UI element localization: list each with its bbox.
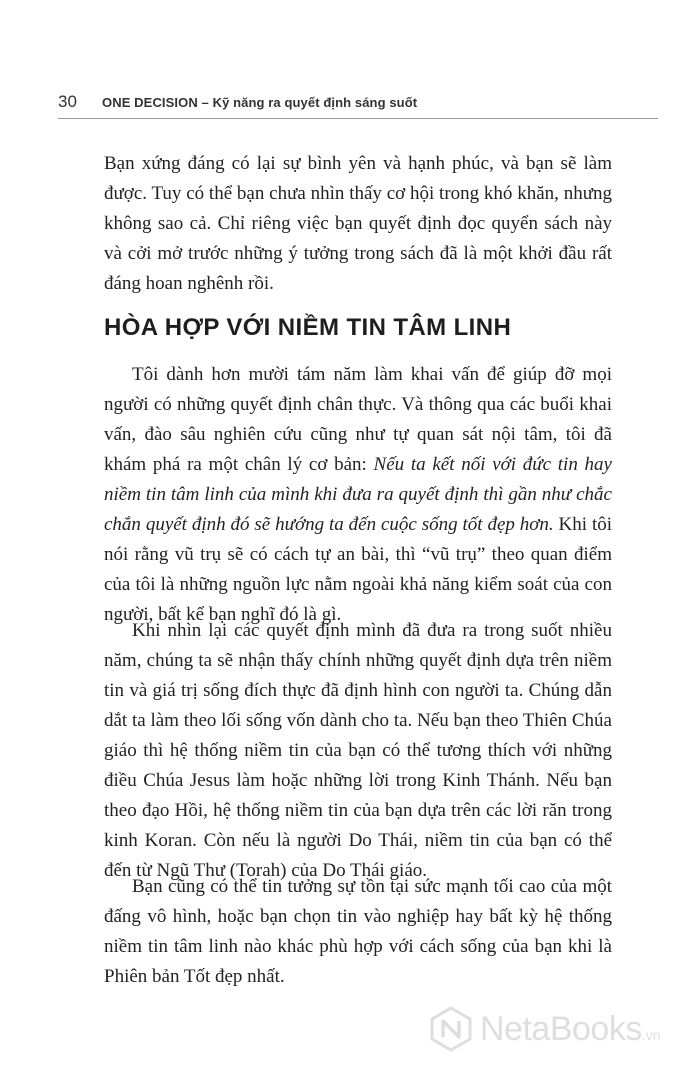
section-paragraph-2: Khi nhìn lại các quyết định mình đã đưa ra trong suốt nhiều năm, chúng ta sẽ nhận thấy chính những quyết định dựa trên niềm tin và giá trị sống đích thực đã định hình con người ta. Chúng dẫn dắt ta làm theo lối sống vốn dành cho ta. Nếu bạn theo Thiên Chúa giáo thì hệ thống niềm tin của bạn có thể tương thích với những điều Chúa Jesus làm hoặc những lời trong Kinh Thánh. Nếu bạn theo đạo Hồi, hệ thống niềm tin của bạn dựa trên các lời răn trong kinh Koran. Còn nếu là người Do Thái, niềm tin của bạn có thể đến từ Ngũ Thư (Torah) của Do Thái giáo.: [104, 620, 612, 881]
intro-paragraph: Bạn xứng đáng có lại sự bình yên và hạnh phúc, và bạn sẽ làm được. Tuy có thể bạn chưa nhìn thấy cơ hội trong khó khăn, nhưng không sao cả. Chỉ riêng việc bạn quyết định đọc quyển sách này và cởi mở trước những ý tưởng trong sách đã là một khởi đầu rất đáng hoan nghênh rồi.: [104, 153, 612, 294]
watermark: [428, 1004, 698, 1056]
book-title: ONE DECISION – Kỹ năng ra quyết định sáng suốt: [102, 95, 418, 110]
watermark-brand: [480, 1010, 661, 1049]
section-heading: HÒA HỢP VỚI NIỀM TIN TÂM LINH: [104, 314, 512, 341]
running-header: [58, 90, 658, 119]
page-number: 30: [58, 92, 77, 111]
paragraph-text: Tôi dành hơn mười tám năm làm khai vấn để giúp đỡ mọi người có những quyết định chân thực. Và thông qua các buổi khai vấn, đào sâu nghiên cứu cũng như tự quan sát nội tâm, tôi đã khám phá ra một chân lý cơ bản:: [104, 364, 612, 475]
watermark-brand-name: NetaBooks: [480, 1010, 642, 1048]
section-paragraph-1: [104, 360, 612, 630]
watermark-brand-suffix: .vn: [641, 1027, 661, 1043]
netabooks-logo-icon: [428, 1006, 474, 1052]
section-paragraph-3: Bạn cũng có thể tin tưởng sự tồn tại sức mạnh tối cao của một đấng vô hình, hoặc bạn chọn tin vào nghiệp hay bất kỳ hệ thống niềm tin tâm linh nào khác phù hợp với cách sống của bạn khi là Phiên bản Tốt đẹp nhất.: [104, 876, 612, 987]
italic-quote: Nếu ta kết nối với đức tin hay niềm tin tâm linh của mình khi đưa ra quyết định thì gần như chắc chắn quyết định đó sẽ hướng ta đến cuộc sống tốt đẹp hơn.: [104, 454, 612, 535]
paragraph-text: Khi tôi nói rằng vũ trụ sẽ có cách tự an bài, thì “vũ trụ” theo quan điểm của tôi là những nguồn lực nằm ngoài khả năng kiểm soát của con người, bất kể bạn nghĩ đó là gì.: [104, 514, 612, 625]
